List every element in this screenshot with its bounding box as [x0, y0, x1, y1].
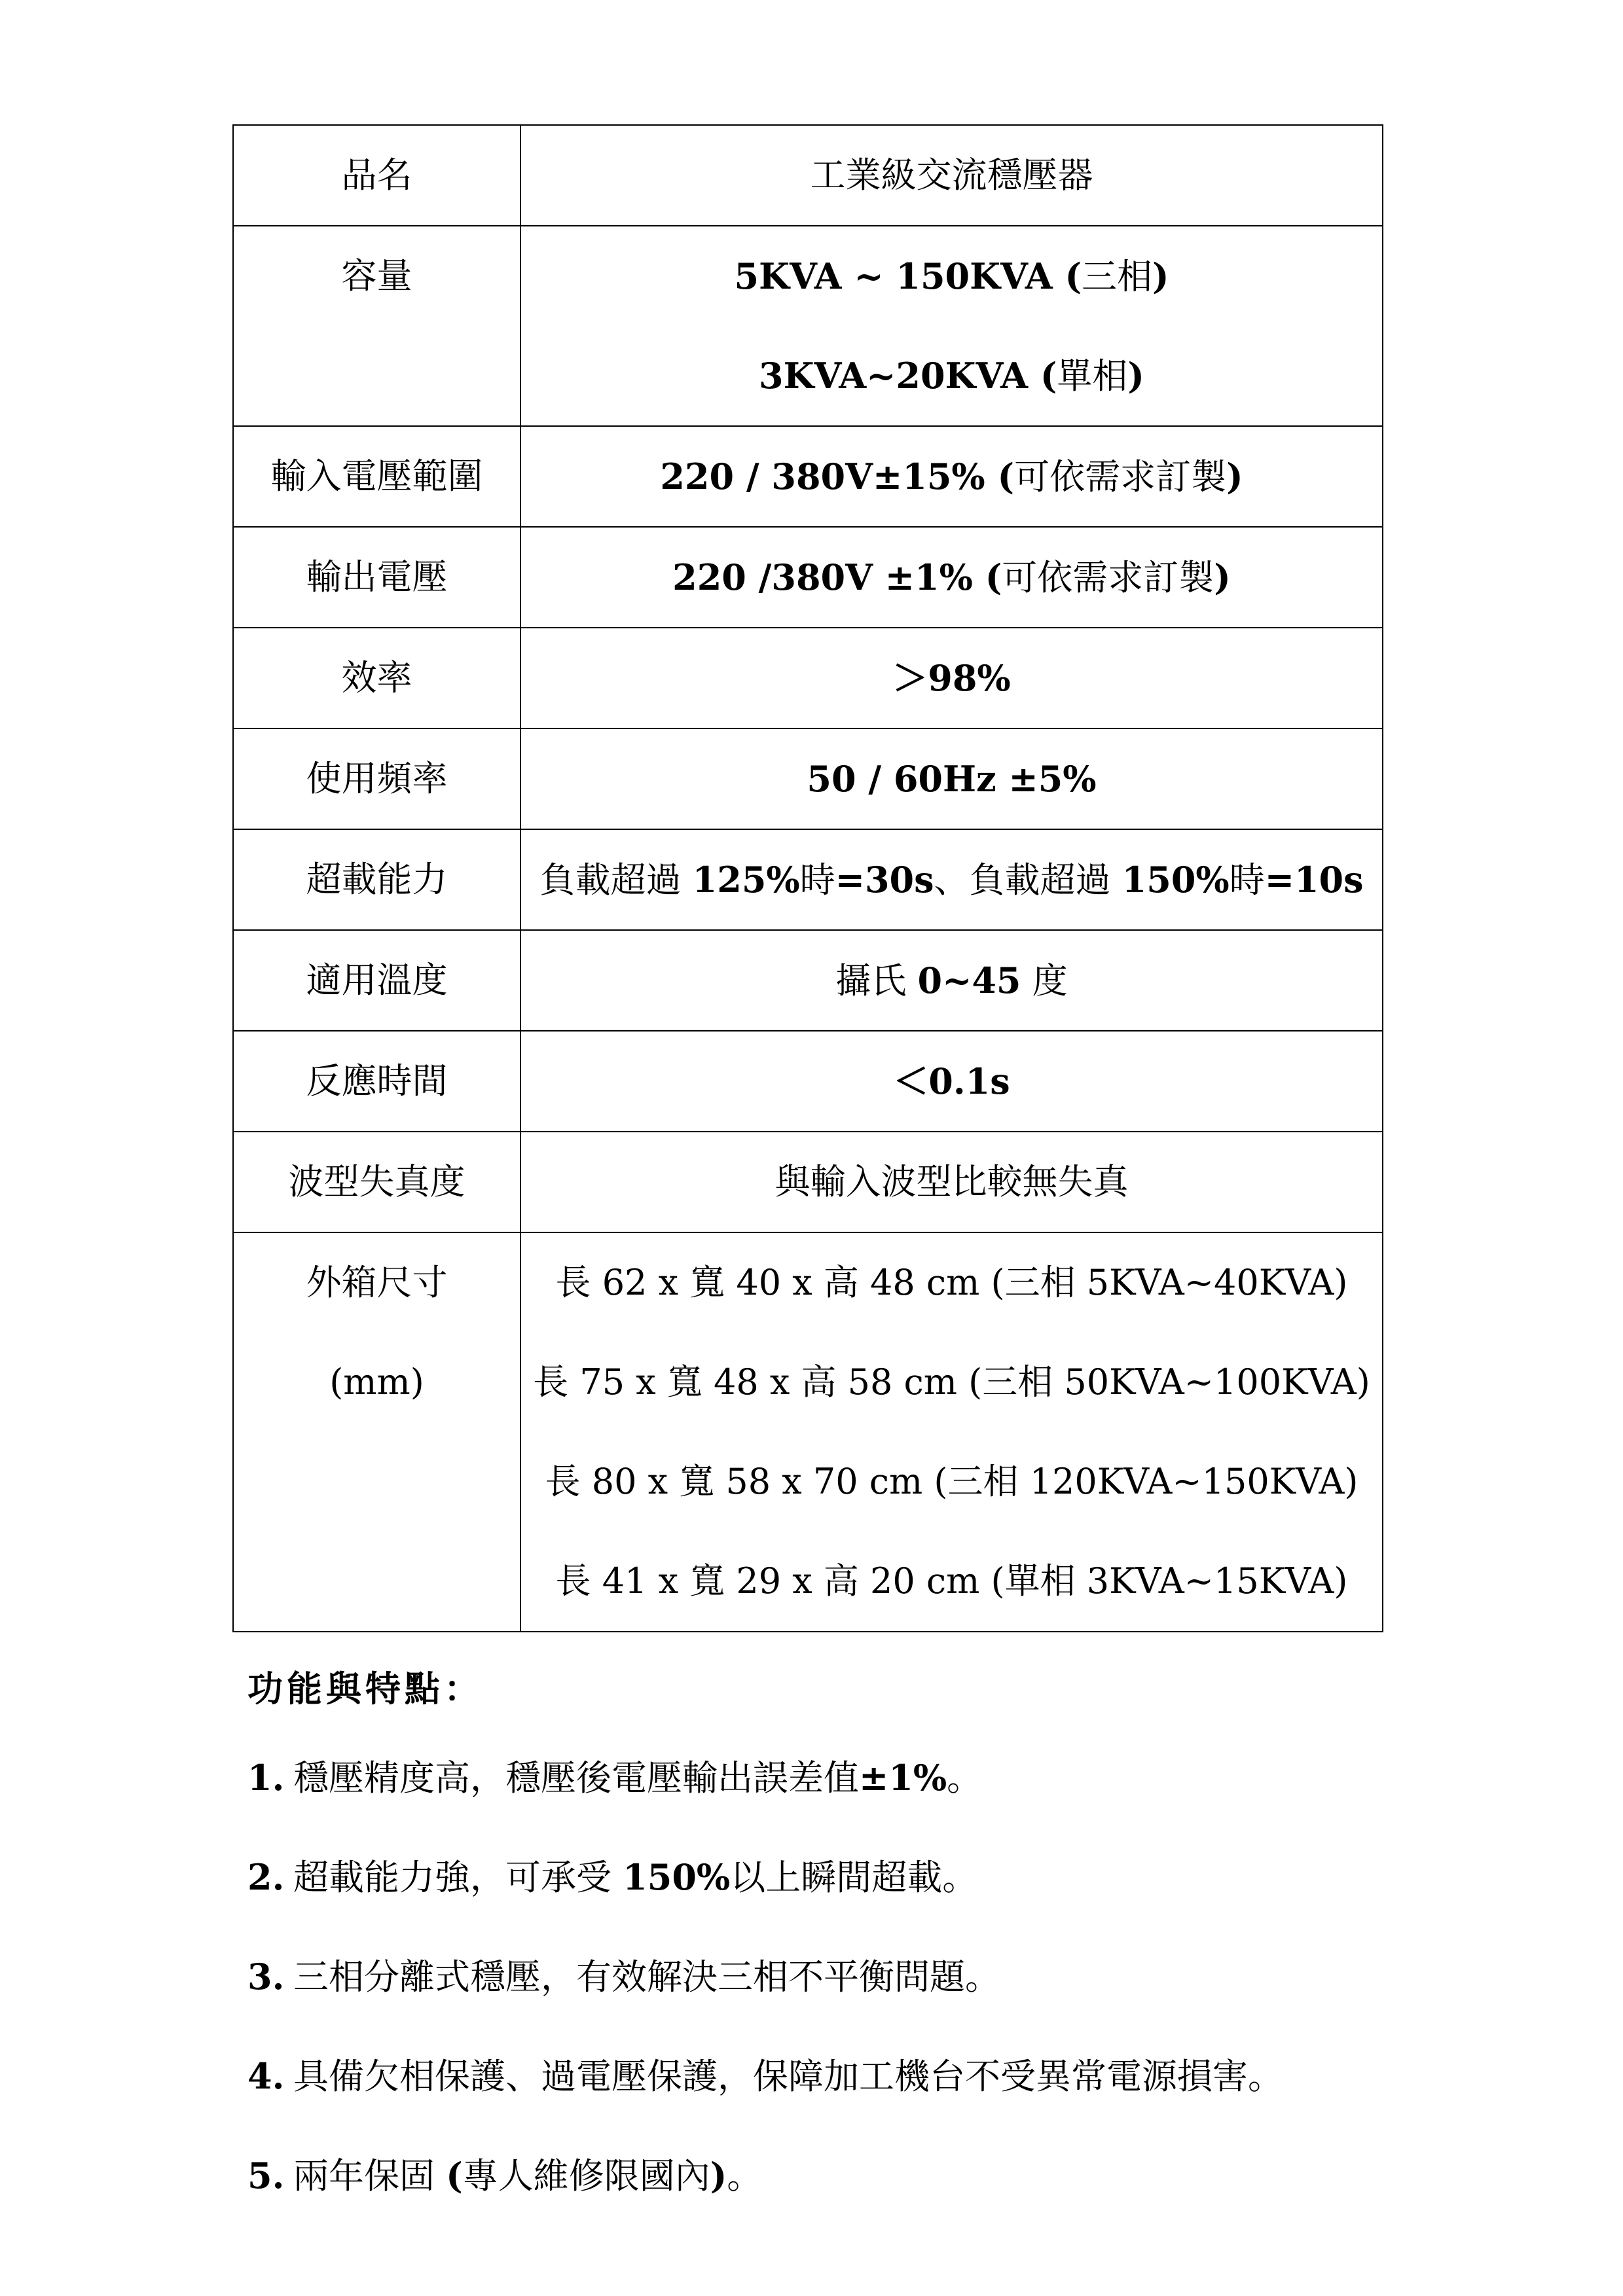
spec-label: 適用溫度 — [306, 960, 448, 1001]
feature-text: 穩壓精度高，穩壓後電壓輸出誤差值 — [293, 1757, 859, 1799]
feature-number: 2. — [247, 1856, 285, 1898]
spec-value-text: 長 62 x 寬 40 x 高 48 cm (三相 5KVA~40KVA) — [555, 1262, 1348, 1303]
features-list — [247, 1728, 1491, 2225]
feature-text: 具備欠相保護、過電壓保護，保障加工機台不受異常電源損害。 — [293, 2056, 1283, 2097]
spec-value-text: ＜0.1s — [893, 1060, 1010, 1102]
spec-value-line — [521, 931, 1382, 1030]
spec-value-text: 時 — [799, 859, 835, 901]
spec-label-cell — [233, 226, 520, 426]
spec-value-text: 三相 — [1082, 256, 1152, 297]
spec-value-line — [521, 226, 1382, 326]
spec-value-text: 長 80 x 寬 58 x 70 cm (三相 120KVA~150KVA) — [545, 1461, 1359, 1502]
spec-value-text: ＞98% — [892, 657, 1011, 699]
spec-value-text: 3KVA~20KVA ( — [759, 355, 1057, 397]
spec-label-cell — [233, 1232, 520, 1632]
feature-text: 三相分離式穩壓，有效解決三相不平衡問題。 — [293, 1956, 1000, 1998]
spec-value-cell — [520, 1232, 1383, 1632]
spec-value-line — [521, 326, 1382, 425]
spec-row — [233, 1132, 1383, 1232]
feature-text: ±1% — [859, 1757, 947, 1799]
spec-value-text: 工業級交流穩壓器 — [810, 154, 1093, 196]
spec-label: 超載能力 — [306, 859, 448, 900]
spec-row — [233, 728, 1383, 829]
spec-label: 反應時間 — [306, 1060, 448, 1102]
spec-value-cell — [520, 930, 1383, 1031]
spec-value-cell — [520, 728, 1383, 829]
spec-value-text: 與輸入波型比較無失真 — [775, 1161, 1129, 1202]
spec-value-cell — [520, 1031, 1383, 1132]
spec-row — [233, 426, 1383, 527]
spec-label: 外箱尺寸 — [306, 1262, 448, 1303]
spec-value-text: 時 — [1229, 859, 1265, 901]
spec-row — [233, 1031, 1383, 1132]
spec-value-text: ) — [1226, 456, 1243, 497]
spec-label-cell — [233, 1031, 520, 1132]
spec-value-text: 220 / 380V±15% ( — [660, 456, 1015, 497]
spec-row — [233, 930, 1383, 1031]
spec-label-cell — [233, 426, 520, 527]
spec-label-cell — [233, 125, 520, 226]
feature-item — [247, 2126, 1491, 2225]
features-section — [247, 1649, 1491, 2225]
spec-label: 品名 — [341, 154, 412, 196]
spec-value-line — [521, 1432, 1382, 1532]
feature-text: 150% — [623, 1856, 731, 1898]
features-title: 功能與特點： — [247, 1668, 483, 1710]
feature-text: 。 — [727, 2155, 763, 2197]
spec-label: 使用頻率 — [306, 758, 448, 799]
feature-number: 4. — [247, 2055, 285, 2097]
spec-value-text: 、負載超過 — [934, 859, 1122, 901]
spec-value-text: 單相 — [1057, 355, 1128, 397]
spec-label: 輸入電壓範圍 — [270, 456, 483, 497]
feature-text: 專人維修限國內 — [462, 2155, 710, 2197]
spec-value-cell — [520, 1132, 1383, 1232]
spec-value-cell — [520, 125, 1383, 226]
spec-value-text: 可依需求訂製 — [1014, 456, 1227, 497]
spec-value-line — [521, 1333, 1382, 1432]
spec-value-text: 負載超過 — [539, 859, 693, 901]
feature-item — [247, 1728, 1491, 1827]
spec-value-text: ) — [1152, 255, 1169, 297]
spec-value-text: 長 41 x 寬 29 x 高 20 cm (單相 3KVA~15KVA) — [555, 1560, 1348, 1602]
spec-value-line — [521, 628, 1382, 728]
spec-value-cell — [520, 527, 1383, 628]
feature-item — [247, 1827, 1491, 1927]
feature-text: ( — [446, 2155, 463, 2197]
spec-value-text: 長 75 x 寬 48 x 高 58 cm (三相 50KVA~100KVA) — [533, 1361, 1370, 1403]
spec-value-cell — [520, 426, 1383, 527]
spec-value-line — [521, 528, 1382, 627]
spec-value-text: 125% — [692, 859, 800, 901]
spec-label-cell — [233, 728, 520, 829]
spec-table — [232, 124, 1383, 1632]
feature-text: ) — [710, 2155, 727, 2197]
spec-row — [233, 628, 1383, 728]
spec-label-cell — [233, 527, 520, 628]
feature-number: 3. — [247, 1956, 285, 1998]
spec-value-text: 度 — [1021, 960, 1068, 1001]
spec-label-cell — [233, 628, 520, 728]
spec-value-line — [521, 126, 1382, 225]
spec-label-unit: (mm) — [329, 1361, 424, 1403]
feature-number: 1. — [247, 1757, 285, 1799]
feature-text: 以上瞬間超載。 — [730, 1857, 978, 1898]
feature-text: 超載能力強，可承受 — [293, 1857, 623, 1898]
spec-value-line — [521, 1031, 1382, 1131]
spec-row — [233, 1232, 1383, 1632]
spec-row — [233, 226, 1383, 426]
spec-value-cell — [520, 829, 1383, 930]
spec-label-cell — [233, 930, 520, 1031]
feature-number: 5. — [247, 2155, 285, 2197]
spec-value-line — [521, 427, 1382, 526]
spec-value-text: 攝氏 — [835, 960, 918, 1001]
spec-label-cell — [233, 829, 520, 930]
feature-item — [247, 1927, 1491, 2026]
spec-value-text: 150% — [1122, 859, 1230, 901]
spec-value-text: =10s — [1264, 859, 1364, 901]
spec-label: 輸出電壓 — [306, 556, 448, 598]
spec-value-cell — [520, 226, 1383, 426]
spec-row — [233, 527, 1383, 628]
feature-item — [247, 2026, 1491, 2126]
spec-row — [233, 125, 1383, 226]
spec-value-cell — [520, 628, 1383, 728]
spec-label: 容量 — [341, 255, 412, 296]
spec-value-line — [521, 1532, 1382, 1631]
spec-value-text: =30s — [835, 859, 934, 901]
feature-text: 兩年保固 — [293, 2155, 447, 2197]
spec-value-line — [521, 729, 1382, 829]
spec-value-text: 220 /380V ±1% ( — [672, 556, 1002, 598]
spec-label-cell — [233, 1132, 520, 1232]
spec-table-body — [233, 125, 1383, 1632]
spec-value-text: ) — [1127, 355, 1144, 397]
feature-text: 。 — [947, 1757, 983, 1799]
spec-value-line — [521, 1132, 1382, 1232]
spec-value-text: ) — [1214, 556, 1231, 598]
spec-value-text: 0~45 — [917, 960, 1021, 1001]
spec-row — [233, 829, 1383, 930]
spec-value-text: 50 / 60Hz ±5% — [807, 758, 1097, 800]
spec-value-text: 可依需求訂製 — [1002, 557, 1214, 598]
spec-label: 效率 — [341, 657, 412, 698]
spec-value-line — [521, 1233, 1382, 1333]
spec-value-line — [521, 830, 1382, 929]
spec-value-text: 5KVA ~ 150KVA ( — [734, 255, 1082, 297]
spec-label: 波型失真度 — [288, 1161, 465, 1202]
